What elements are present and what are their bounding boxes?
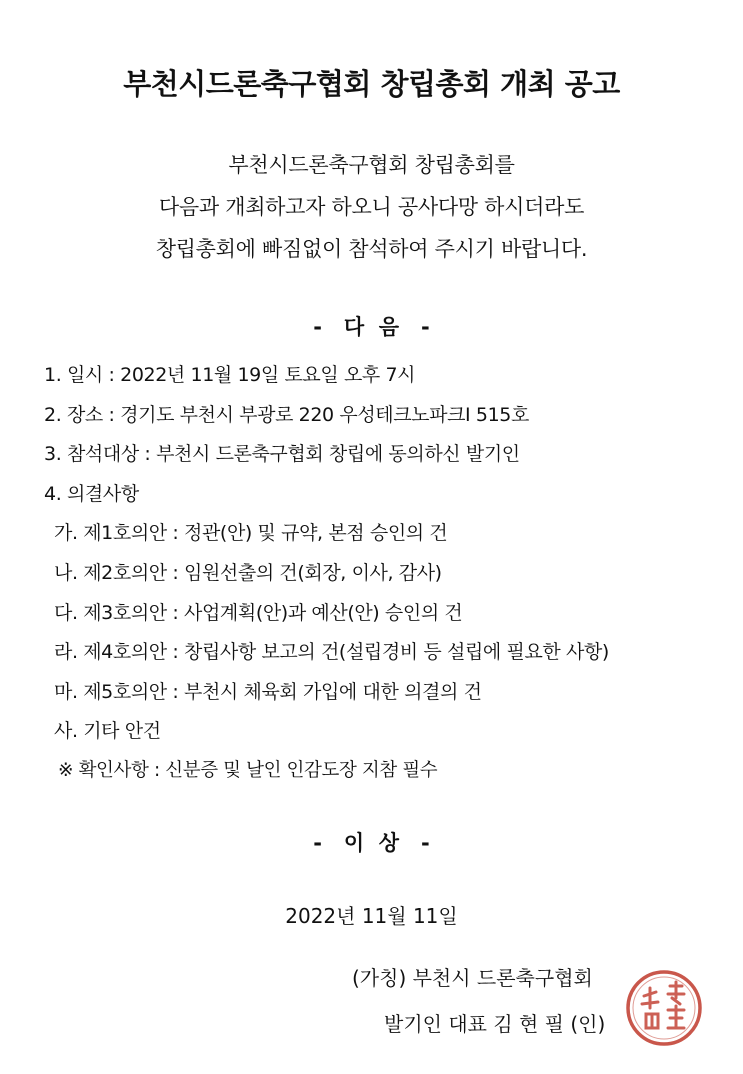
intro-line-1: 부천시드론축구협회 창립총회를 — [228, 153, 515, 177]
signature-rep: 발기인 대표 김 현 필 (인) — [384, 1012, 606, 1036]
list-item-date: 1. 일시 : 2022년 11월 19일 토요일 오후 7시 — [44, 364, 416, 386]
heading-end: - 이 상 - — [313, 831, 430, 855]
intro-line-3: 창립총회에 빠짐없이 참석하여 주시기 바랍니다. — [155, 237, 588, 261]
agenda-item-4: 라. 제4호의안 : 창립사항 보고의 건(설립경비 등 설립에 필요한 사항) — [54, 641, 609, 664]
intro-paragraph — [0, 144, 743, 270]
intro-line-2: 다음과 개최하고자 하오니 공사다망 하시더라도 — [158, 195, 585, 219]
list-item-attendees: 3. 참석대상 : 부천시 드론축구협회 창립에 동의하신 발기인 — [44, 443, 520, 466]
agenda-item-3: 다. 제3호의안 : 사업계획(안)과 예산(안) 승인의 건 — [54, 601, 463, 624]
list-item-agenda: 4. 의결사항 — [44, 482, 139, 505]
heading-next: - 다 음 - — [313, 315, 430, 339]
seal-stamp-icon — [624, 968, 704, 1048]
agenda-item-5: 마. 제5호의안 : 부천시 체육회 가입에 대한 의결의 건 — [54, 680, 482, 703]
signature-org: (가칭) 부천시 드론축구협회 — [352, 966, 593, 990]
agenda-item-1: 가. 제1호의안 : 정관(안) 및 규약, 본점 승인의 건 — [54, 522, 448, 545]
agenda-item-2: 나. 제2호의안 : 임원선출의 건(회장, 이사, 감사) — [54, 561, 442, 584]
list-item-place: 2. 장소 : 경기도 부천시 부광로 220 우성테크노파크I 515호 — [44, 403, 529, 426]
notice-title: 부천시드론축구협회 창립총회 개최 공고 — [123, 67, 620, 101]
item-list — [44, 360, 734, 796]
check-note: ※ 확인사항 : 신분증 및 날인 인감도장 지참 필수 — [58, 759, 438, 781]
agenda-item-other: 사. 기타 안건 — [54, 720, 161, 743]
notice-date: 2022년 11월 11일 — [285, 904, 458, 928]
